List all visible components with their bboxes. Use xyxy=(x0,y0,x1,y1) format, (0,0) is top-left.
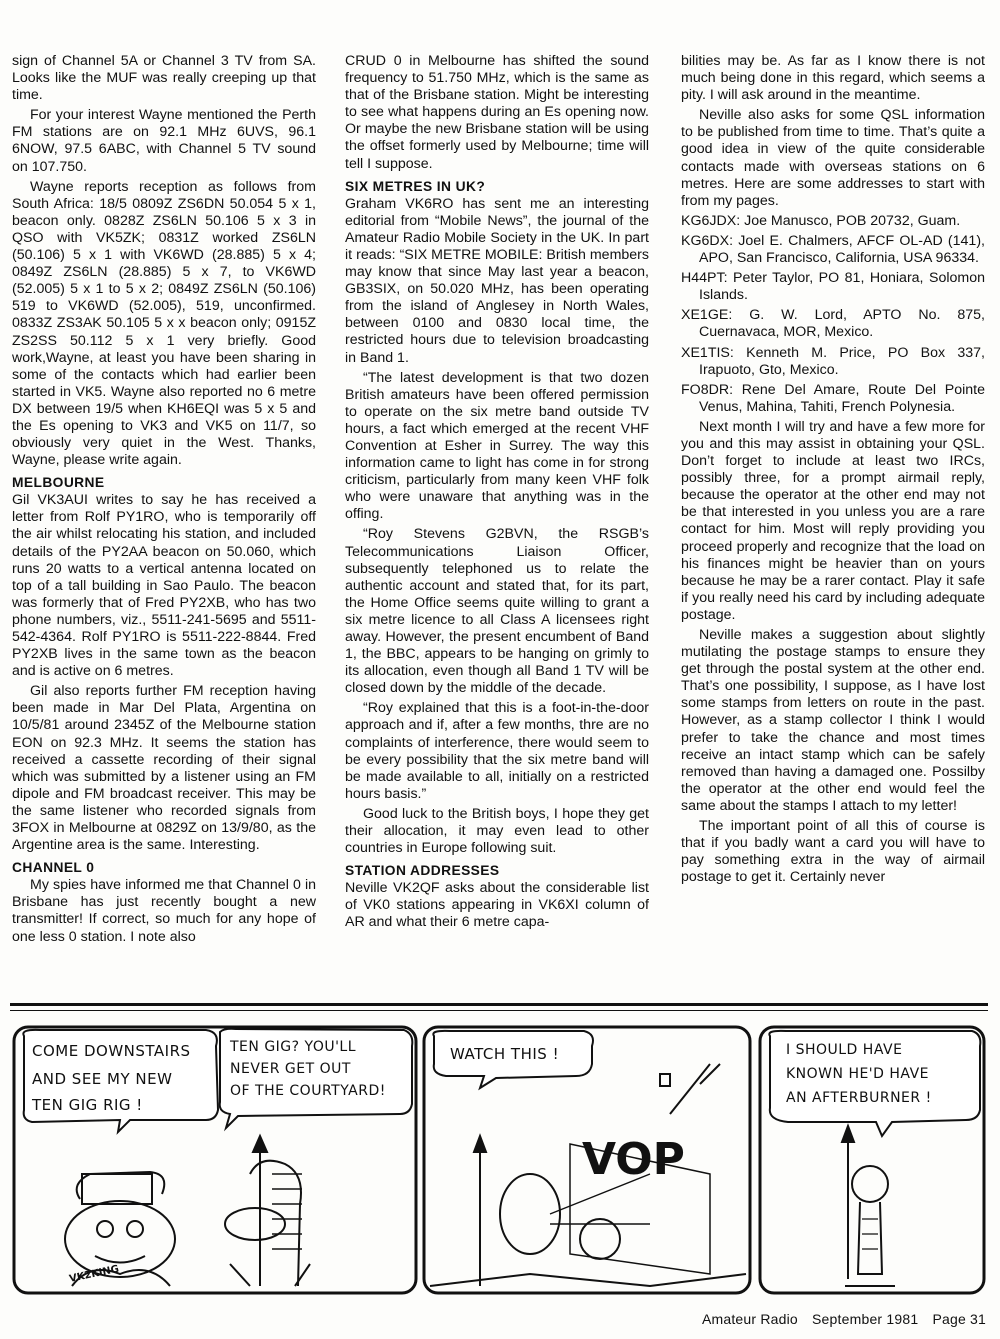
paragraph: My spies have informed me that Channel 0 in Brisbane has just recently bought a new transmitter! If correct, so much for any hope of one less 0 station. I note also xyxy=(12,877,316,945)
bubble-line: COME DOWNSTAIRS xyxy=(32,1042,191,1060)
paragraph: Neville also asks for some QSL information to be published from time to time. That’s quite a good idea in view of the quite considerable contacts made with overseas stations on 6 metres. Here are some addresses to start with from my pages. xyxy=(681,107,985,209)
address-entry xyxy=(681,382,985,416)
paragraph: bilities may be. As far as I know there is not much being done in this regard, which seems a pity. I will ask around in the meantime. xyxy=(681,53,985,104)
address-text: Joe Manusco, POB 20732, Guam. xyxy=(744,212,961,229)
address-entry xyxy=(681,233,985,267)
bubble-line: AN AFTERBURNER ! xyxy=(786,1090,932,1106)
bubble-line: TEN GIG RIG ! xyxy=(32,1096,143,1114)
paragraph: Wayne reports reception as follows from South Africa: 18/5 0809Z ZS6DN 50.054 5 x 1, beacon only. 0828Z ZS6LN 50.106 5 x 3 in QSO with VK5ZK; 0831Z worked ZS6LN (50.106) 5 x 1 with VK6WD (28.885) 5 x 4; 0849Z ZS6LN (28.885) 5 x 7, to VK6WD (52.005) 5 x 1 to 5 x 2; 0849Z ZS6LN (50.106) 519 to VK6WD (52.005), 519, unconfirmed. 0833Z ZS3AK 50.105 5 x x beacon only; 0915Z ZS2SS 50.112 5 x 1 very briefly. Good work,Wayne, at least you have been sharing in some of the contacts which had earlier been started in VK5. Wayne also reported no 6 metre DX between 19/5 when KH6EQI was 5 x 5 and the Es opening to VK3 and VK5 on 11/7, so obviously very quiet in the West. Thanks, Wayne, please write again. xyxy=(12,178,316,469)
bubble-line: KNOWN HE'D HAVE xyxy=(786,1066,930,1082)
callsign: XE1GE: xyxy=(681,307,733,324)
paragraph: “The latest development is that two dozen British amateurs have been offered permission to operate on the six metre band outside TV hours, a fact which emerged at the recent VHF Convention at Esher in Surrey. The way this information came to light has come in for strong criticism, particularly from many keen VHF folk who were unaware that anything was in the offing. xyxy=(345,369,649,523)
section-heading-channel-0: CHANNEL 0 xyxy=(12,860,95,876)
paragraph: sign of Channel 5A or Channel 3 TV from SA. Looks like the MUF was really creeping up that time. xyxy=(12,53,316,104)
address-entry xyxy=(681,345,985,379)
magazine-name: Amateur Radio xyxy=(701,1311,798,1327)
paragraph: The important point of all this of course is that if you badly want a card you will have to pay something extra in the way of airmail postage to get it. Certainly never xyxy=(681,818,985,886)
bubble-line: I SHOULD HAVE xyxy=(786,1042,903,1058)
section-heading-station-addresses: STATION ADDRESSES xyxy=(345,863,500,879)
address-text: Kenneth M. Price, PO Box 337, Irapuoto, Gto, Mexico. xyxy=(699,344,985,378)
paragraph: Gil VK3AUI writes to say he has received a letter from Rolf PY1RO, who is temporarily off the air whilst relocating his station, and included details of the PY2AA beacon on 50.060, which runs 20 watts to a vertical antenna located on top of a tall building in Sao Paulo. The beacon was formerly that of Fred PY2XB, who has two phone numbers, viz., 5511-241-5695 and 5511-542-4364. Rolf PY1RO is 5511-222-8844. Fred PY2XB lives in the same town as the beacon and is active on 6 metres. xyxy=(12,492,316,680)
issue-date: September 1981 xyxy=(812,1311,919,1327)
address-entry xyxy=(681,213,985,230)
comic-strip xyxy=(10,1024,988,1296)
paragraph: Good luck to the British boys, I hope they get their allocation, it may even lead to other countries in Europe following suit. xyxy=(345,805,649,857)
paragraph: Next month I will try and have a few more for you and this may assist in obtaining your QSL. Don’t forget to include at least two IRCs, possibly three, for a prompt airmail reply, because the operator at the other end may not be that interested in you unless you are a rare contact for him. Most will reply providing you proceed properly and recognize that the load on his finances might be heavier than on yours because he may be a rarer contact. Play it safe if you really need his card by including adequate postage. xyxy=(681,418,985,623)
address-text: G. W. Lord, APTO No. 875, Cuernavaca, MOR, Mexico. xyxy=(699,307,985,341)
divider-rule-thin xyxy=(10,1010,988,1011)
paragraph: Graham VK6RO has sent me an interesting editorial from “Mobile News”, the journal of the Amateur Radio Mobile Society in the UK. In part it reads: “SIX METRE MOBILE: British members may know that since May last year a beacon, GB3SIX, on 50.020 MHz, has been operating from the island of Anglesey in North Wales, between 0100 and 0830 local time, the restricted hours due to television broadcasting in Band 1. xyxy=(345,195,649,366)
divider-rule xyxy=(10,1003,988,1006)
bubble-line: TEN GIG? YOU'LL xyxy=(230,1039,357,1055)
address-text: Peter Taylor, PO 81, Honiara, Solomon Islands. xyxy=(699,270,985,304)
section-heading-six-metres-uk: SIX METRES IN UK? xyxy=(345,178,486,194)
address-text: Joel E. Chalmers, AFCF OL-AD (141), APO, San Francisco, California, USA 96334. xyxy=(699,232,985,267)
bubble-line: WATCH THIS ! xyxy=(450,1045,560,1063)
callsign: H44PT: xyxy=(681,270,728,287)
bubble-line: AND SEE MY NEW xyxy=(32,1070,173,1088)
callsign: XE1TIS: xyxy=(681,344,734,361)
paragraph: “Roy explained that this is a foot-in-the-door approach and if, after a few months, thre are no complaints of interference, there would seem to be every possibility that the six metre band will be made available to all, initially on a restricted hours basis.” xyxy=(345,700,649,802)
callsign: KG6DX: xyxy=(681,232,734,249)
paragraph: CRUD 0 in Melbourne has shifted the sound frequency to 51.750 MHz, which is the same as that of the Brisbane station. Might be interesting to see what happens during an Es opening now. Or maybe the new Brisbane station will be using the offset formerly used by Melbourne; time will tell I suppose. xyxy=(345,53,649,172)
paragraph: “Roy Stevens G2BVN, the RSGB’s Telecommunications Liaison Officer, subsequently telephoned us to relate the authentic account and stated that, for its part, the Home Office seems quite willing to grant a six metre licence to all Class A licensees right away. However, the present encumbent of Band 1, the BBC, appears to be hanging on grimly to its allocation, even though all Band 1 TV will be closed down by the middle of the decade. xyxy=(345,526,649,697)
column-2 xyxy=(345,53,649,935)
callsign: KG6JDX: xyxy=(681,212,741,229)
sound-effect: VOP xyxy=(582,1134,685,1185)
paragraph: Neville VK2QF asks about the considerable list of VK0 stations appearing in VK6XI column of AR and what their 6 metre capa- xyxy=(345,880,649,931)
column-1 xyxy=(12,53,316,949)
section-heading-melbourne: MELBOURNE xyxy=(12,475,105,491)
paragraph: Gil also reports further FM reception having been made in Mar Del Plata, Argentina on 10/5/81 around 2345Z of the Melbourne station EON on 92.3 MHz. It seems the station has received a cassette recording of their signal which was submitted by a listener using an FM dipole and FM broadcast receiver. This may be the same listener who recorded signals from 3FOX in Melbourne at 0829Z on 13/9/80, as the Argentine area is the same. Interesting. xyxy=(12,683,316,854)
paragraph: For your interest Wayne mentioned the Perth FM stations are on 92.1 MHz 6UVS, 96.1 6NOW, 97.5 6ABC, with Channel 5 TV sound on 107.750. xyxy=(12,107,316,175)
address-text: Rene Del Amare, Route Del Pointe Venus, Mahina, Tahiti, French Polynesia. xyxy=(699,381,985,415)
address-entry xyxy=(681,270,985,304)
hat-label: VK2KING xyxy=(68,1263,121,1285)
column-3 xyxy=(681,53,985,889)
page-number: Page 31 xyxy=(932,1311,986,1327)
cartoon-character xyxy=(842,1126,895,1286)
paragraph: Neville makes a suggestion about slightly mutilating the postage stamps to ensure they get through the postal system at the other end. That’s one possibility, I suppose, as I have lost some stamps from letters on route in the past. However, as a stamp collector I think I would prefer to take the chance and most times receive an intact stamp which can be safely removed than having a damaged one. Possilby the operator at the other end would feel the same about the stamps I attach to my letter! xyxy=(681,627,985,814)
address-entry xyxy=(681,307,985,341)
bubble-line: OF THE COURTYARD! xyxy=(230,1083,386,1099)
bubble-line: NEVER GET OUT xyxy=(230,1061,351,1077)
callsign: FO8DR: xyxy=(681,381,734,398)
cartoon-characters xyxy=(65,1136,310,1286)
page-footer xyxy=(692,1311,986,1327)
